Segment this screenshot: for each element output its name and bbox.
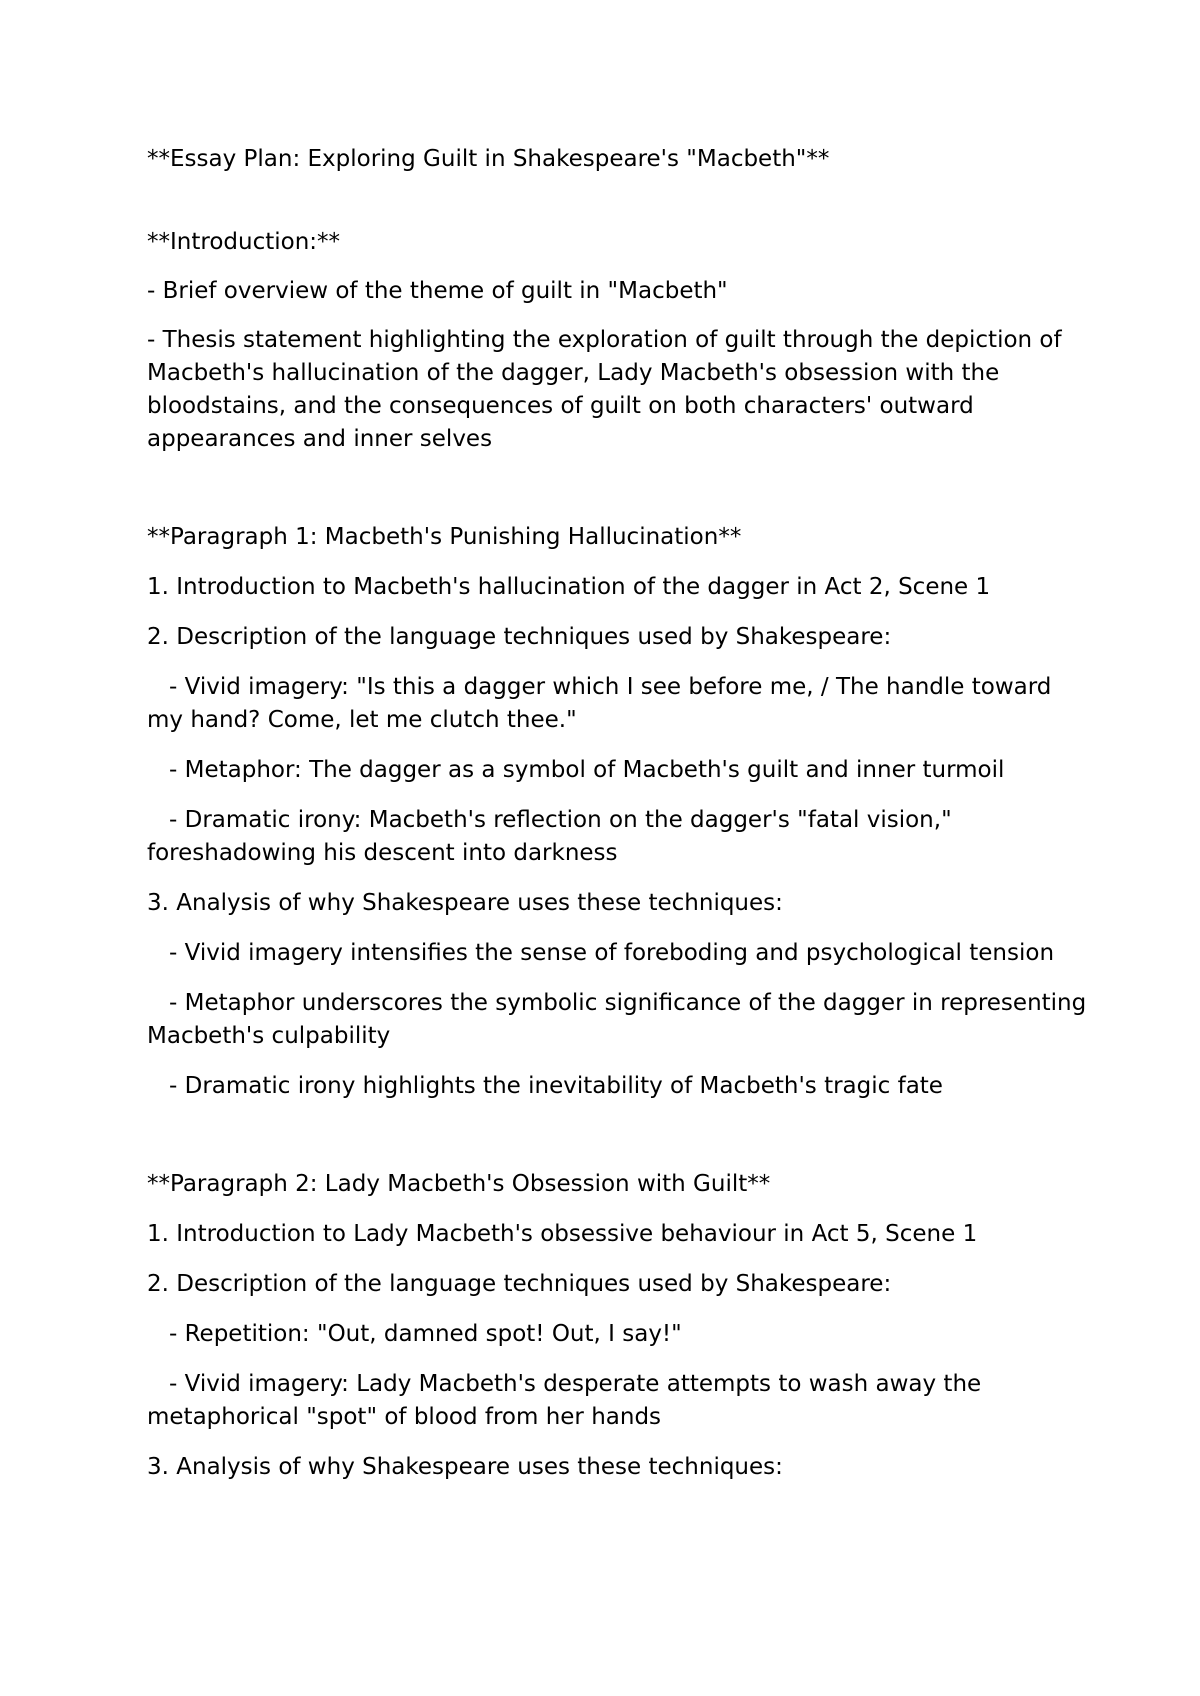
paragraph2-item: 3. Analysis of why Shakespeare uses these techniques: (147, 1454, 783, 1480)
paragraph2-item: 2. Description of the language techniques used by Shakespeare: (147, 1271, 892, 1297)
paragraph1-subitem: - Metaphor: The dagger as a symbol of Macbeth's guilt and inner turmoil (169, 757, 1005, 783)
paragraph1-item: 2. Description of the language techniques used by Shakespeare: (147, 624, 892, 650)
paragraph1-subitem: - Dramatic irony highlights the inevitability of Macbeth's tragic fate (169, 1073, 943, 1099)
paragraph1-subitem: - Metaphor underscores the symbolic significance of the dagger in representing Macbeth's culpability (147, 990, 1094, 1049)
paragraph1-item: 1. Introduction to Macbeth's hallucination of the dagger in Act 2, Scene 1 (147, 574, 991, 600)
introduction-heading: **Introduction:** (147, 229, 341, 255)
introduction-point: - Brief overview of the theme of guilt in "Macbeth" (147, 278, 728, 304)
paragraph1-heading: **Paragraph 1: Macbeth's Punishing Hallucination** (147, 524, 742, 550)
paragraph1-subitem: - Vivid imagery intensifies the sense of foreboding and psychological tension (169, 940, 1055, 966)
introduction-point: - Thesis statement highlighting the exploration of guilt through the depiction of Macbeth's hallucination of the dagger, Lady Macbeth's obsession with the bloodstains, and the consequences of guilt on both characters' outward appearances and inner selves (147, 327, 1069, 452)
paragraph2-heading: **Paragraph 2: Lady Macbeth's Obsession with Guilt** (147, 1171, 771, 1197)
document-title: **Essay Plan: Exploring Guilt in Shakespeare's "Macbeth"** (147, 146, 830, 172)
paragraph2-subitem: - Vivid imagery: Lady Macbeth's desperate attempts to wash away the metaphorical "spot" of blood from her hands (147, 1371, 989, 1430)
paragraph2-item: 1. Introduction to Lady Macbeth's obsessive behaviour in Act 5, Scene 1 (147, 1221, 978, 1247)
document-body (147, 143, 1094, 1484)
paragraph1-item: 3. Analysis of why Shakespeare uses these techniques: (147, 890, 783, 916)
paragraph1-subitem: - Vivid imagery: "Is this a dagger which I see before me, / The handle toward my hand? Come, let me clutch thee." (147, 674, 1059, 733)
paragraph1-subitem: - Dramatic irony: Macbeth's reflection on the dagger's "fatal vision," foreshadowing his descent into darkness (147, 807, 959, 866)
paragraph2-subitem: - Repetition: "Out, damned spot! Out, I say!" (169, 1321, 682, 1347)
